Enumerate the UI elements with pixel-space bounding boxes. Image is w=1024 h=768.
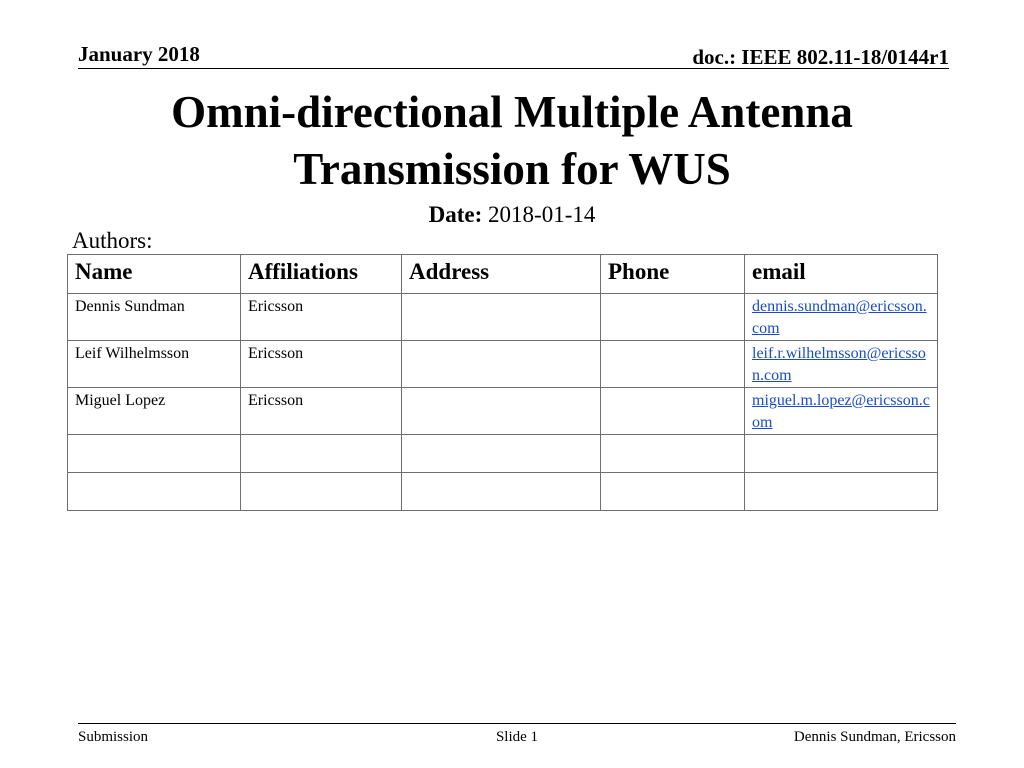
slide-title-line-2: Transmission for WUS — [293, 144, 731, 194]
cell-name: Dennis Sundman — [68, 294, 241, 341]
cell-address — [402, 294, 601, 341]
date-label: Date: — [428, 202, 483, 227]
cell-name: Leif Wilhelmsson — [68, 341, 241, 388]
header-divider — [78, 68, 949, 69]
footer-divider — [78, 723, 956, 724]
email-link[interactable]: leif.r.wilhelmsson@ericsson.com — [752, 345, 926, 384]
cell-email — [745, 435, 938, 473]
slide-title — [0, 84, 1024, 198]
cell-email — [745, 388, 938, 435]
footer-submission: Submission — [78, 729, 149, 745]
cell-phone — [601, 388, 745, 435]
table-row — [68, 435, 938, 473]
email-link[interactable]: dennis.sundman@ericsson.com — [752, 298, 927, 337]
header-doc-id: doc.: IEEE 802.11-18/0144r1 — [692, 45, 949, 69]
table-row — [68, 388, 938, 435]
column-header-phone: Phone — [601, 255, 745, 294]
cell-affiliation: Ericsson — [241, 294, 402, 341]
cell-address — [402, 341, 601, 388]
authors-label: Authors: — [72, 228, 153, 253]
cell-name — [68, 473, 241, 511]
header-date: January 2018 — [78, 42, 200, 66]
cell-address — [402, 388, 601, 435]
authors-table — [67, 254, 938, 511]
cell-affiliation: Ericsson — [241, 388, 402, 435]
cell-affiliation: Ericsson — [241, 341, 402, 388]
date-value: 2018-01-14 — [488, 202, 596, 227]
column-header-email: email — [745, 255, 938, 294]
table-row — [68, 294, 938, 341]
slide-title-line-1: Omni-directional Multiple Antenna — [171, 87, 853, 137]
email-link[interactable]: miguel.m.lopez@ericsson.com — [752, 392, 930, 431]
cell-address — [402, 435, 601, 473]
cell-name — [68, 435, 241, 473]
cell-phone — [601, 294, 745, 341]
table-header-row — [68, 255, 938, 294]
cell-affiliation — [241, 473, 402, 511]
cell-email — [745, 341, 938, 388]
footer-author: Dennis Sundman, Ericsson — [793, 729, 956, 745]
cell-name: Miguel Lopez — [68, 388, 241, 435]
date-line — [0, 202, 1024, 228]
cell-address — [402, 473, 601, 511]
table-row — [68, 473, 938, 511]
cell-email — [745, 473, 938, 511]
column-header-affiliations: Affiliations — [241, 255, 402, 294]
cell-phone — [601, 341, 745, 388]
cell-email — [745, 294, 938, 341]
cell-phone — [601, 473, 745, 511]
column-header-address: Address — [402, 255, 601, 294]
footer-slide-number: Slide 1 — [495, 729, 539, 745]
cell-phone — [601, 435, 745, 473]
table-row — [68, 341, 938, 388]
cell-affiliation — [241, 435, 402, 473]
column-header-name: Name — [68, 255, 241, 294]
